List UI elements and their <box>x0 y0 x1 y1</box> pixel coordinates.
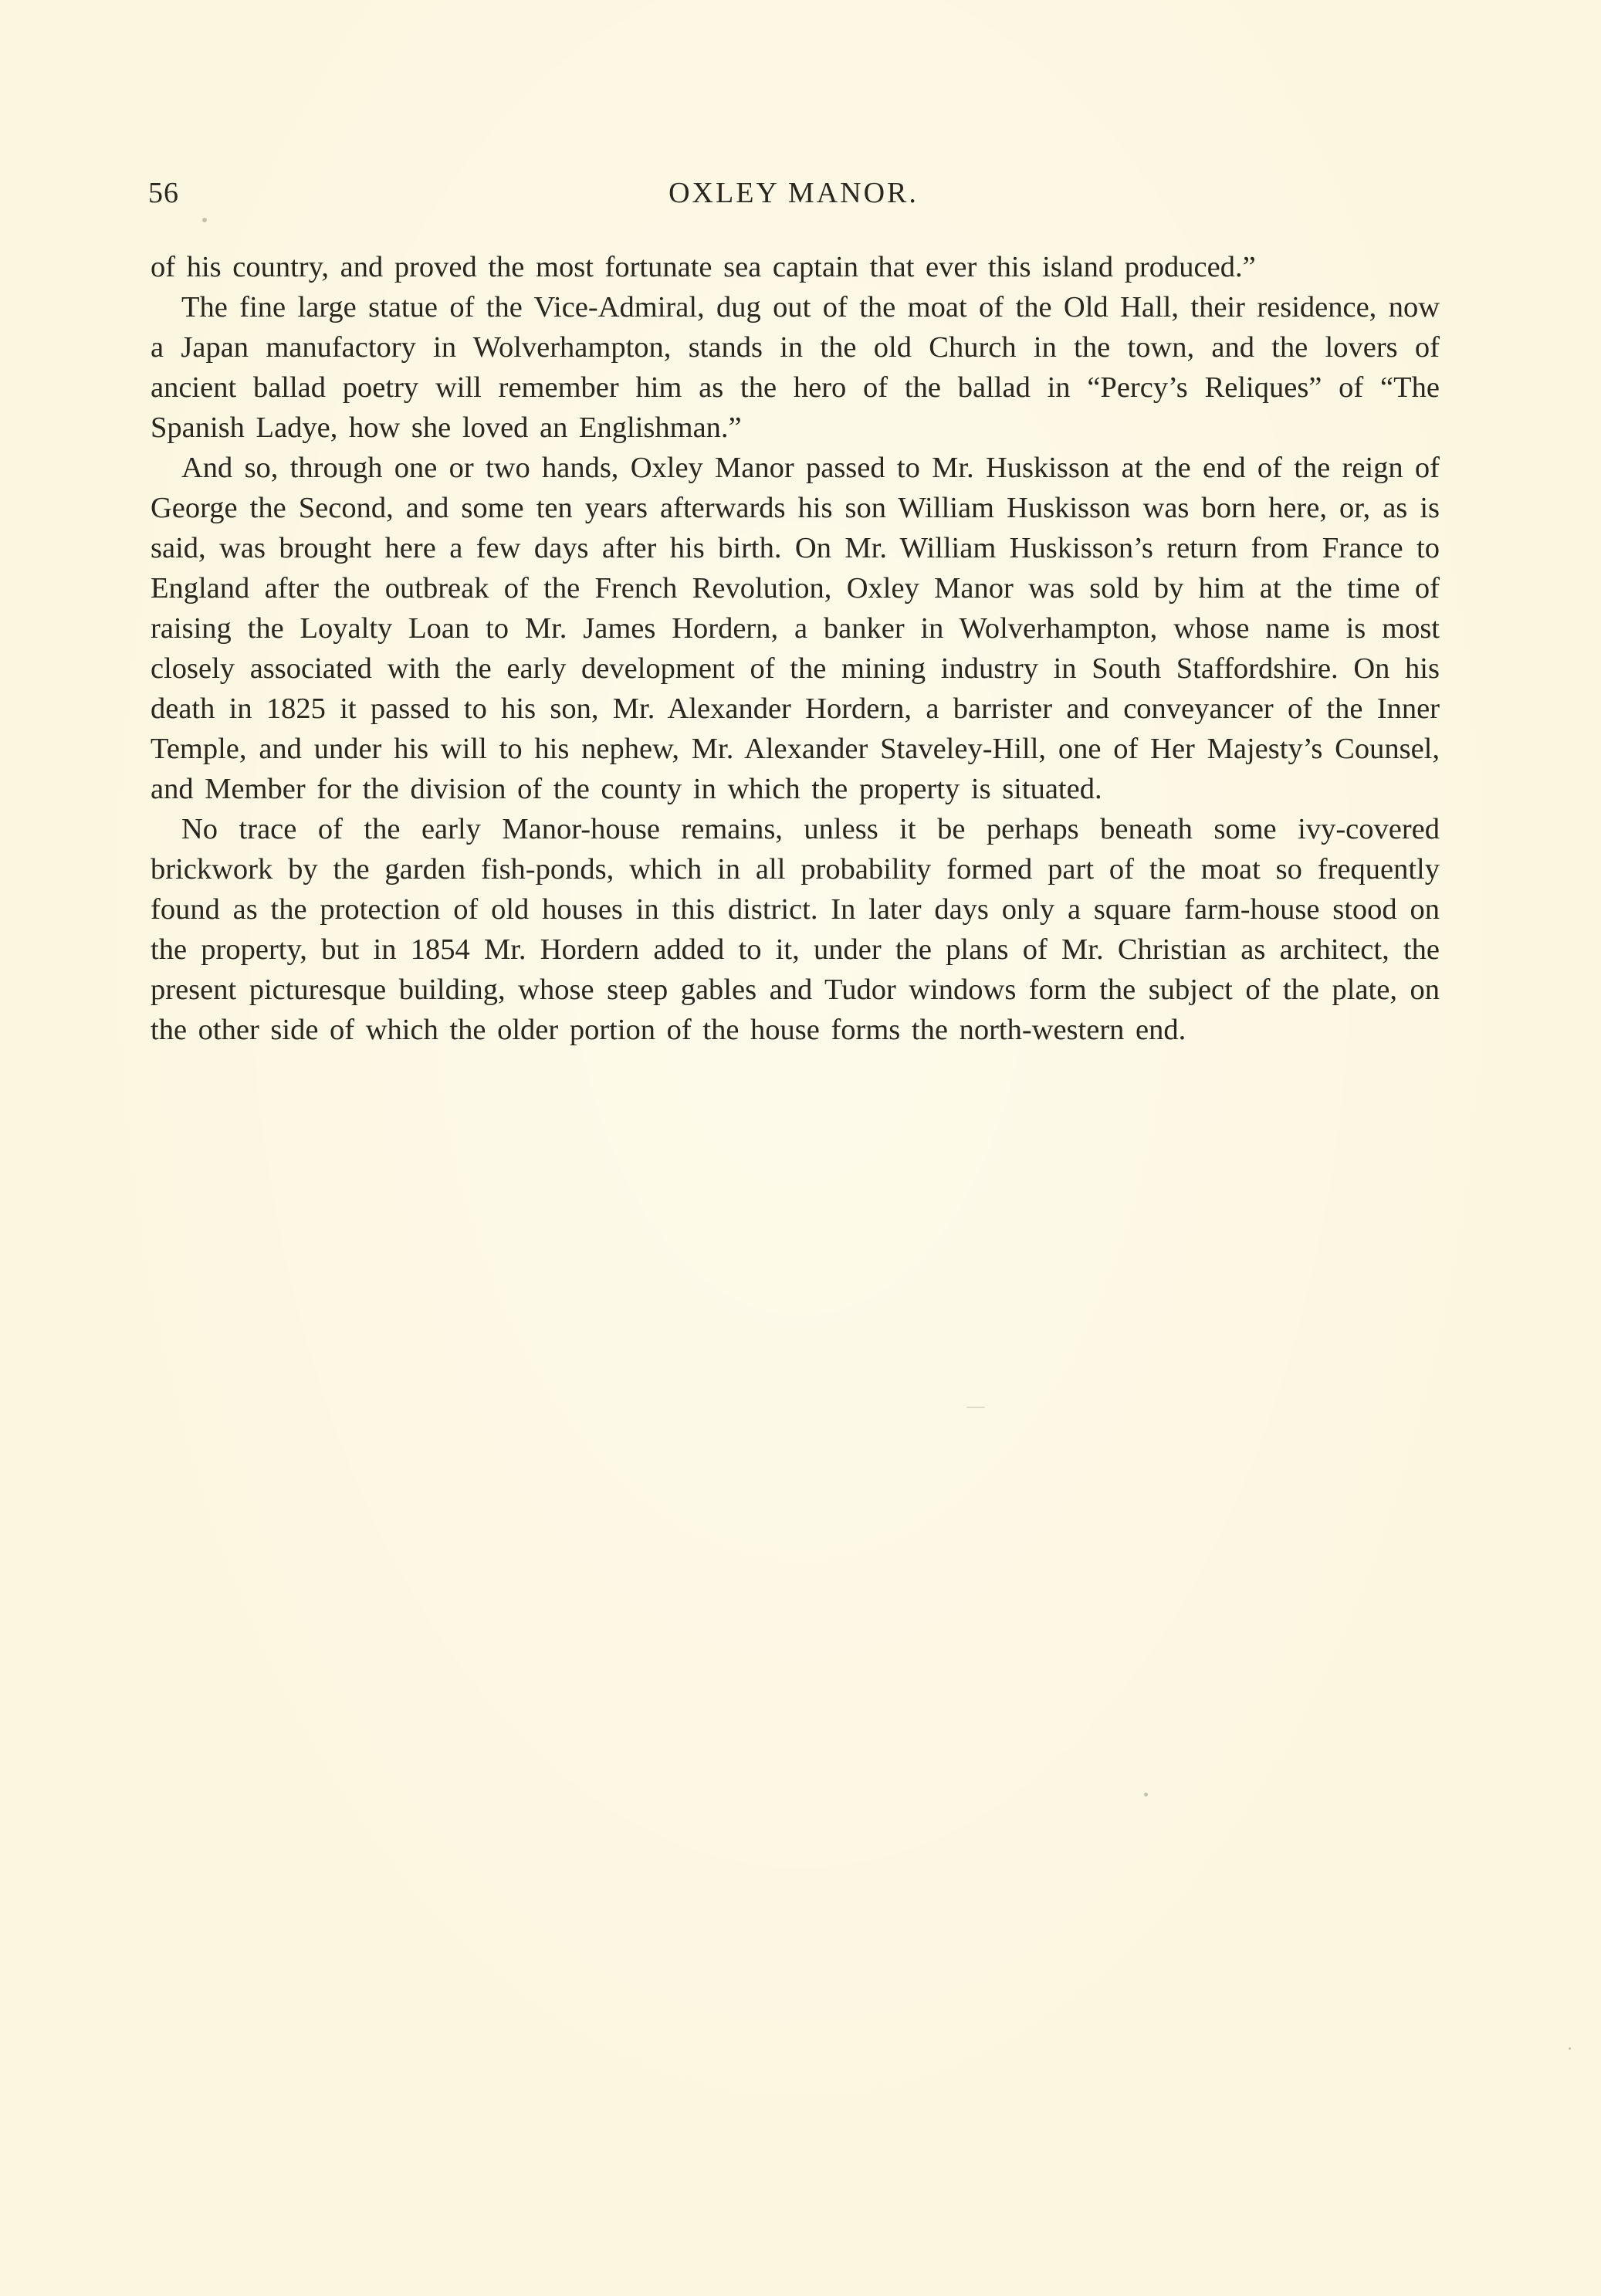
page-number: 56 <box>148 177 179 209</box>
body-text <box>151 247 1440 1050</box>
paragraph-continuation: of his country, and proved the most fortunate sea captain that ever this island produced.” <box>151 251 1256 283</box>
paper-speck <box>1144 1793 1148 1797</box>
paper-speck <box>1569 2047 1571 2050</box>
paper-speck <box>202 218 207 222</box>
running-title: OXLEY MANOR. <box>668 177 919 209</box>
running-head <box>148 176 1439 219</box>
paragraph-huskisson: And so, through one or two hands, Oxley Manor passed to Mr. Huskisson at the end of the reign of George the Second, and some ten years afterwards his son William Huskisson was born here, or, as is said, was brought here a few days after his birth. On Mr. William Huskisson’s return from France to England after the outbreak of the French Revolution, Oxley Manor was sold by him at the time of raising the Loyalty Loan to Mr. James Hordern, a banker in Wolverhampton, whose name is most closely associated with the early development of the mining industry in South Staffordshire. On his death in 1825 it passed to his son, Mr. Alexander Hordern, a barrister and conveyancer of the Inner Temple, and under his will to his nephew, Mr. Alexander Staveley-Hill, one of Her Majesty’s Counsel, and Member for the division of the county in which the property is situated. <box>151 452 1440 805</box>
paper-speck <box>966 1407 985 1408</box>
paragraph-manor-house: No trace of the early Manor-house remains, unless it be perhaps beneath some ivy-covered brickwork by the garden fish-ponds, which in all probability formed part of the moat so frequently found as the protection of old houses in this district. In later days only a square farm-house stood on the property, but in 1854 Mr. Hordern added to it, under the plans of Mr. Christian as architect, the present picturesque building, whose steep gables and Tudor windows form the subject of the plate, on the other side of which the older portion of the house forms the north-western end. <box>151 813 1440 1046</box>
paragraph-statue: The fine large statue of the Vice-Admiral, dug out of the moat of the Old Hall, their residence, now a Japan manufactory in Wolverhampton, stands in the old Church in the town, and the lovers of ancient ballad poetry will remember him as the hero of the ballad in “Percy’s Reliques” of “The Spanish Ladye, how she loved an Englishman.” <box>151 291 1440 444</box>
